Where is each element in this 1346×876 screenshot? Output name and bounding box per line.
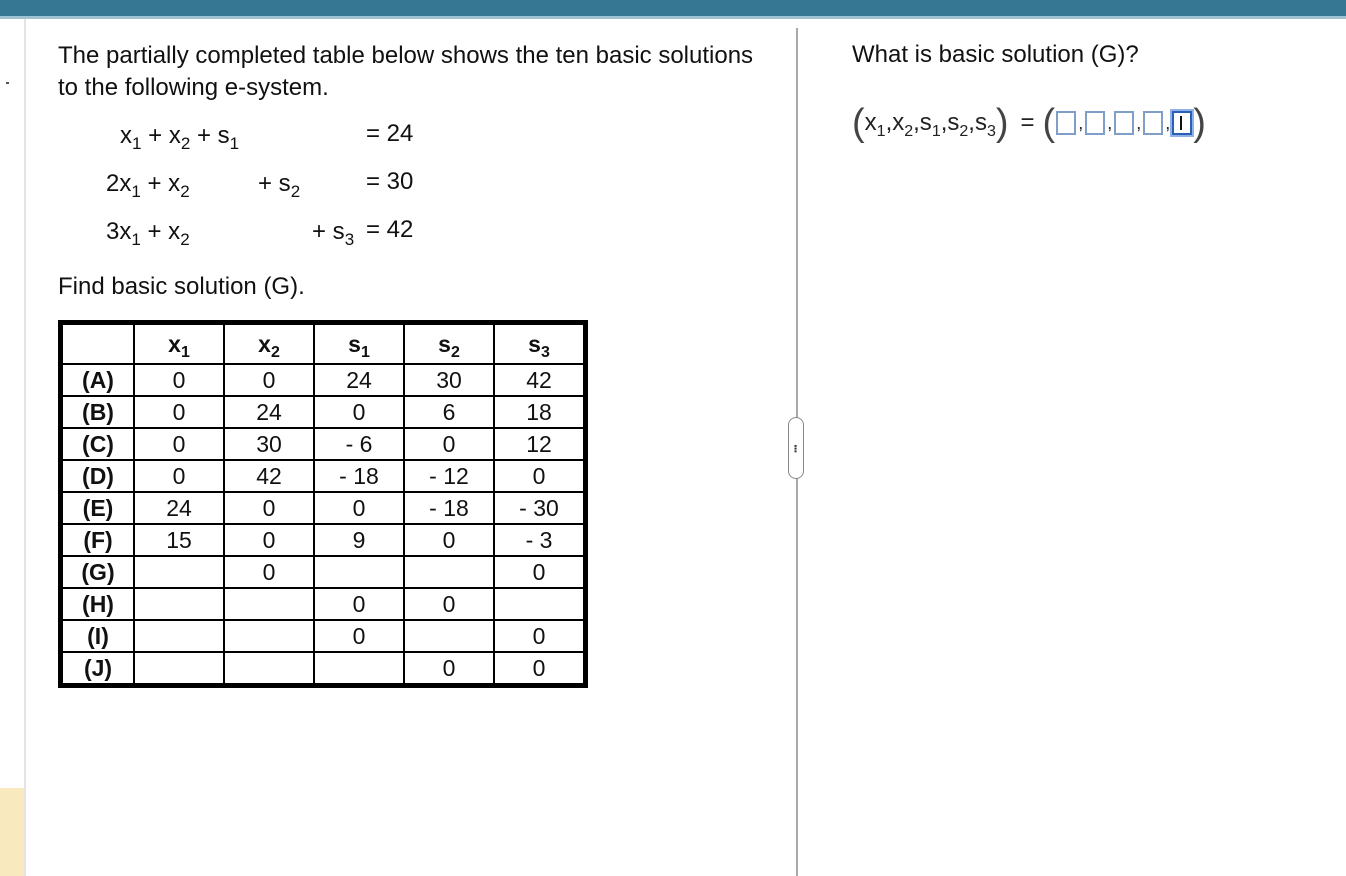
table-cell	[404, 556, 494, 588]
answer-open-paren: (	[1042, 102, 1056, 144]
table-cell: 9	[314, 524, 404, 556]
top-bar	[0, 0, 1346, 16]
table-cell: 12	[494, 428, 586, 460]
table-row	[61, 556, 586, 588]
table-cell: - 6	[314, 428, 404, 460]
table-cell: 0	[494, 556, 586, 588]
row-label: (C)	[61, 428, 135, 460]
table-corner-cell	[61, 323, 135, 365]
comma: ,	[1165, 112, 1171, 133]
table-row	[61, 460, 586, 492]
table-cell	[314, 652, 404, 686]
column-header-s2: $s_2$	[404, 323, 494, 365]
table-row	[61, 492, 586, 524]
table-cell: 42	[224, 460, 314, 492]
table-cell: 0	[224, 364, 314, 396]
table-cell	[224, 652, 314, 686]
answer-row	[852, 100, 1206, 146]
answer-input-s1[interactable]	[1114, 111, 1134, 135]
table-cell: - 3	[494, 524, 586, 556]
equation-3-lhs: $3x_1 + x_2$	[106, 218, 190, 249]
table-cell: 15	[134, 524, 224, 556]
table-cell: 24	[314, 364, 404, 396]
row-label: (J)	[61, 652, 135, 686]
comma: ,	[1136, 112, 1142, 133]
equals-sign: =	[1020, 109, 1035, 136]
equation-2-rhs: = 30	[366, 168, 414, 195]
table-cell: 0	[314, 620, 404, 652]
table-cell	[134, 588, 224, 620]
table-cell	[224, 588, 314, 620]
table-cell: 0	[404, 588, 494, 620]
close-paren: )	[995, 102, 1009, 144]
table-row	[61, 620, 586, 652]
answer-input-s2[interactable]	[1143, 111, 1163, 135]
table-cell: - 18	[314, 460, 404, 492]
table-row	[61, 396, 586, 428]
table-cell: 18	[494, 396, 586, 428]
row-label: (G)	[61, 556, 135, 588]
answer-input-s3[interactable]	[1172, 111, 1192, 135]
table-cell: 0	[494, 460, 586, 492]
row-label: (H)	[61, 588, 135, 620]
row-label: (E)	[61, 492, 135, 524]
table-cell	[134, 652, 224, 686]
equation-3-rhs: = 42	[366, 216, 414, 243]
answer-input-x2[interactable]	[1085, 111, 1105, 135]
left-gutter	[24, 19, 26, 876]
table-cell: 0	[404, 652, 494, 686]
basic-solutions-table	[58, 320, 588, 688]
ellipsis-vertical-icon: ···	[788, 444, 804, 452]
row-label: (F)	[61, 524, 135, 556]
table-cell: 0	[314, 396, 404, 428]
answer-input-x1[interactable]	[1056, 111, 1076, 135]
table-header-row	[61, 323, 586, 365]
table-row	[61, 364, 586, 396]
equation-2-lhs: $2x_1 + x_2$	[106, 170, 190, 201]
table-cell	[134, 556, 224, 588]
table-row	[61, 652, 586, 686]
pane-divider-handle[interactable]	[788, 417, 804, 479]
column-header-s3: $s_3$	[494, 323, 586, 365]
table-cell	[314, 556, 404, 588]
table-cell	[404, 620, 494, 652]
table-cell	[134, 620, 224, 652]
equation-1-rhs: = 24	[366, 120, 414, 147]
table-cell: 24	[224, 396, 314, 428]
column-header-x1: $x_1$	[134, 323, 224, 365]
table-cell: - 30	[494, 492, 586, 524]
table-cell: 0	[224, 524, 314, 556]
table-cell: 0	[134, 460, 224, 492]
table-cell: - 18	[404, 492, 494, 524]
row-label: (D)	[61, 460, 135, 492]
top-bar-accent-line	[0, 16, 1346, 19]
left-side-tab[interactable]	[0, 788, 24, 876]
table-cell: 6	[404, 396, 494, 428]
table-cell: 0	[314, 492, 404, 524]
table-row	[61, 588, 586, 620]
row-label: (A)	[61, 364, 135, 396]
table-cell: 24	[134, 492, 224, 524]
table-cell: 0	[134, 428, 224, 460]
table-cell: 42	[494, 364, 586, 396]
table-cell: 0	[134, 396, 224, 428]
equation-2-slack: + $s_2$	[258, 170, 301, 201]
answer-close-paren: )	[1193, 102, 1206, 144]
equation-1-lhs: $x_1 + x_2 + s_1$	[120, 122, 240, 153]
table-cell: 0	[494, 652, 586, 686]
table-cell: 30	[224, 428, 314, 460]
open-paren: (	[852, 102, 865, 144]
table-cell: 0	[224, 556, 314, 588]
equation-3-slack: + $s_3$	[312, 218, 355, 249]
left-gutter-mark	[6, 82, 9, 84]
table-row	[61, 524, 586, 556]
table-cell	[494, 588, 586, 620]
question-intro: The partially completed table below shows the ten basic solutions to the following e-system.	[58, 42, 754, 101]
column-header-s1: $s_1$	[314, 323, 404, 365]
table-cell: 0	[404, 428, 494, 460]
vector-label: $x_1,x_2,s_1,s_2,s_3$	[864, 109, 996, 140]
table-row	[61, 428, 586, 460]
table-cell: 0	[404, 524, 494, 556]
table-cell: 0	[314, 588, 404, 620]
table-cell	[224, 620, 314, 652]
table-cell: 30	[404, 364, 494, 396]
answer-question: What is basic solution (G)?	[852, 41, 1139, 68]
find-instruction: Find basic solution (G).	[58, 273, 305, 300]
row-label: (B)	[61, 396, 135, 428]
comma: ,	[1107, 112, 1113, 133]
table-cell: 0	[134, 364, 224, 396]
row-label: (I)	[61, 620, 135, 652]
table-cell: - 12	[404, 460, 494, 492]
column-header-x2: $x_2$	[224, 323, 314, 365]
comma: ,	[1078, 112, 1084, 133]
table-cell: 0	[494, 620, 586, 652]
table-cell: 0	[224, 492, 314, 524]
